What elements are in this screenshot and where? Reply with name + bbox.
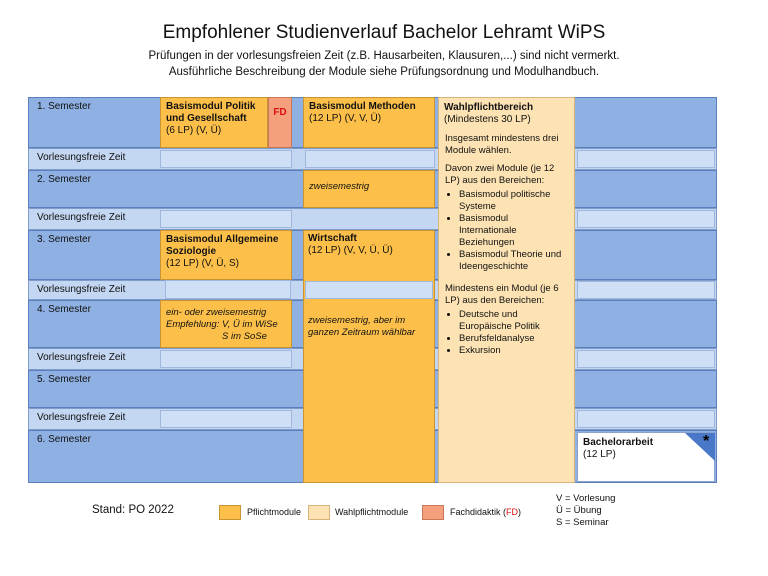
legend-swatch-wahlpflicht xyxy=(308,505,330,520)
module-title: Basismodul Allgemeine Soziologie xyxy=(166,234,279,257)
module-note: S im SoSe xyxy=(222,331,267,342)
module-wirtschaft-head xyxy=(303,230,435,280)
free-cell xyxy=(577,410,715,428)
module-lp: (Mindestens 30 LP) xyxy=(444,114,531,125)
free-cell xyxy=(577,350,715,368)
corner-triangle-icon xyxy=(685,433,715,461)
wahlpflicht-group2: Mindestens ein Modul (je 6 LP) aus den Bereichen: xyxy=(445,283,559,306)
module-methoden xyxy=(303,97,435,148)
free-cell xyxy=(577,281,715,299)
subtitle-modules: Ausführliche Beschreibung der Module siehe Prüfungsordnung und Modulhandbuch. xyxy=(168,66,600,78)
module-title: Bachelorarbeit xyxy=(583,437,654,448)
module-title: Wahlpflichtbereich xyxy=(444,102,534,113)
row-label: 6. Semester xyxy=(37,434,91,445)
fd-label: FD xyxy=(273,107,287,118)
free-cell xyxy=(160,210,292,228)
list-item: • Basismodul politische Systeme xyxy=(459,189,568,213)
abbreviation-list xyxy=(556,493,615,529)
module-soziologie xyxy=(160,230,292,280)
free-cell xyxy=(305,281,433,299)
free-cell xyxy=(160,410,292,428)
free-cell xyxy=(160,350,292,368)
row-label: Vorlesungsfreie Zeit xyxy=(37,152,126,163)
list-item: • Basismodul Theorie und Ideengeschichte xyxy=(459,249,568,273)
module-wirtschaft-note xyxy=(303,312,435,348)
wahlpflicht-group1: Davon zwei Module (je 12 LP) aus den Bereichen: xyxy=(445,163,555,186)
row-label: Vorlesungsfreie Zeit xyxy=(37,412,126,423)
asterisk-mark: * xyxy=(703,433,710,450)
module-title: Basismodul Methoden xyxy=(309,101,416,112)
abbr-item: Ü = Übung xyxy=(556,505,602,516)
row-label: 4. Semester xyxy=(37,304,91,315)
row-label: 3. Semester xyxy=(37,234,91,245)
wahlpflicht-list1 xyxy=(445,189,568,273)
legend-fd: FD xyxy=(506,507,519,517)
page-title: Empfohlener Studienverlauf Bachelor Lehramt WiPS xyxy=(162,22,606,43)
list-item: • Deutsche und Europäische Politik xyxy=(459,309,568,333)
wahlpflicht-list2 xyxy=(445,309,568,357)
module-methoden-cont xyxy=(303,170,435,208)
row-label: Vorlesungsfreie Zeit xyxy=(37,212,126,223)
module-note: zweisemestrig, aber im ganzen Zeitraum wählbar xyxy=(308,315,416,338)
module-note: Empfehlung: V, Ü im WiSe xyxy=(166,319,278,330)
legend-label: Fachdidaktik ( xyxy=(450,507,507,517)
legend-label: Pflichtmodule xyxy=(247,507,302,517)
stand-label: Stand: PO 2022 xyxy=(92,504,174,516)
module-lp: (12 LP) (V, V, Ü) xyxy=(309,113,382,124)
abbr-item: V = Vorlesung xyxy=(556,493,616,504)
module-note: zweisemestrig xyxy=(309,181,370,192)
list-item: • Berufsfeldanalyse xyxy=(459,333,568,345)
row-label: 1. Semester xyxy=(37,101,91,112)
list-item: • Exkursion xyxy=(459,345,568,357)
fd-marker xyxy=(268,97,292,148)
module-lp: (6 LP) (V, Ü) xyxy=(166,125,222,136)
row-label: Vorlesungsfreie Zeit xyxy=(37,284,126,295)
legend-swatch-fachdidaktik xyxy=(422,505,444,520)
module-title: Basismodul Politik und Gesellschaft xyxy=(166,101,256,124)
module-note: ein- oder zweisemestrig xyxy=(166,307,267,318)
module-title: Wirtschaft xyxy=(308,233,357,244)
module-lp: (12 LP) (V, V, Ü, Ü) xyxy=(308,245,393,256)
free-cell xyxy=(577,210,715,228)
module-lp: (12 LP) (V, Ü, S) xyxy=(166,258,239,269)
row-label: 5. Semester xyxy=(37,374,91,385)
subtitle-exams: Prüfungen in der vorlesungsfreien Zeit (z.B. Hausarbeiten, Klausuren,...) sind nicht vermerkt. xyxy=(148,50,620,62)
free-cell xyxy=(160,150,292,168)
module-lp: (12 LP) xyxy=(583,449,616,460)
row-label: Vorlesungsfreie Zeit xyxy=(37,352,126,363)
module-soziologie-cont xyxy=(160,300,292,348)
wahlpflicht-intro: Insgesamt mindestens drei Module wählen. xyxy=(445,133,559,156)
free-cell xyxy=(165,280,291,299)
row-label: 2. Semester xyxy=(37,174,91,185)
legend-label-fachdidaktik xyxy=(450,507,521,517)
legend-close: ) xyxy=(518,507,522,517)
module-politik xyxy=(160,97,268,148)
legend-swatch-pflicht xyxy=(219,505,241,520)
list-item: • Basismodul Internationale Beziehungen xyxy=(459,213,568,249)
free-cell xyxy=(577,150,715,168)
abbr-item: S = Seminar xyxy=(556,517,609,528)
module-wahlpflicht xyxy=(438,97,575,483)
free-cell xyxy=(305,150,435,168)
legend-label: Wahlpflichtmodule xyxy=(335,507,409,517)
